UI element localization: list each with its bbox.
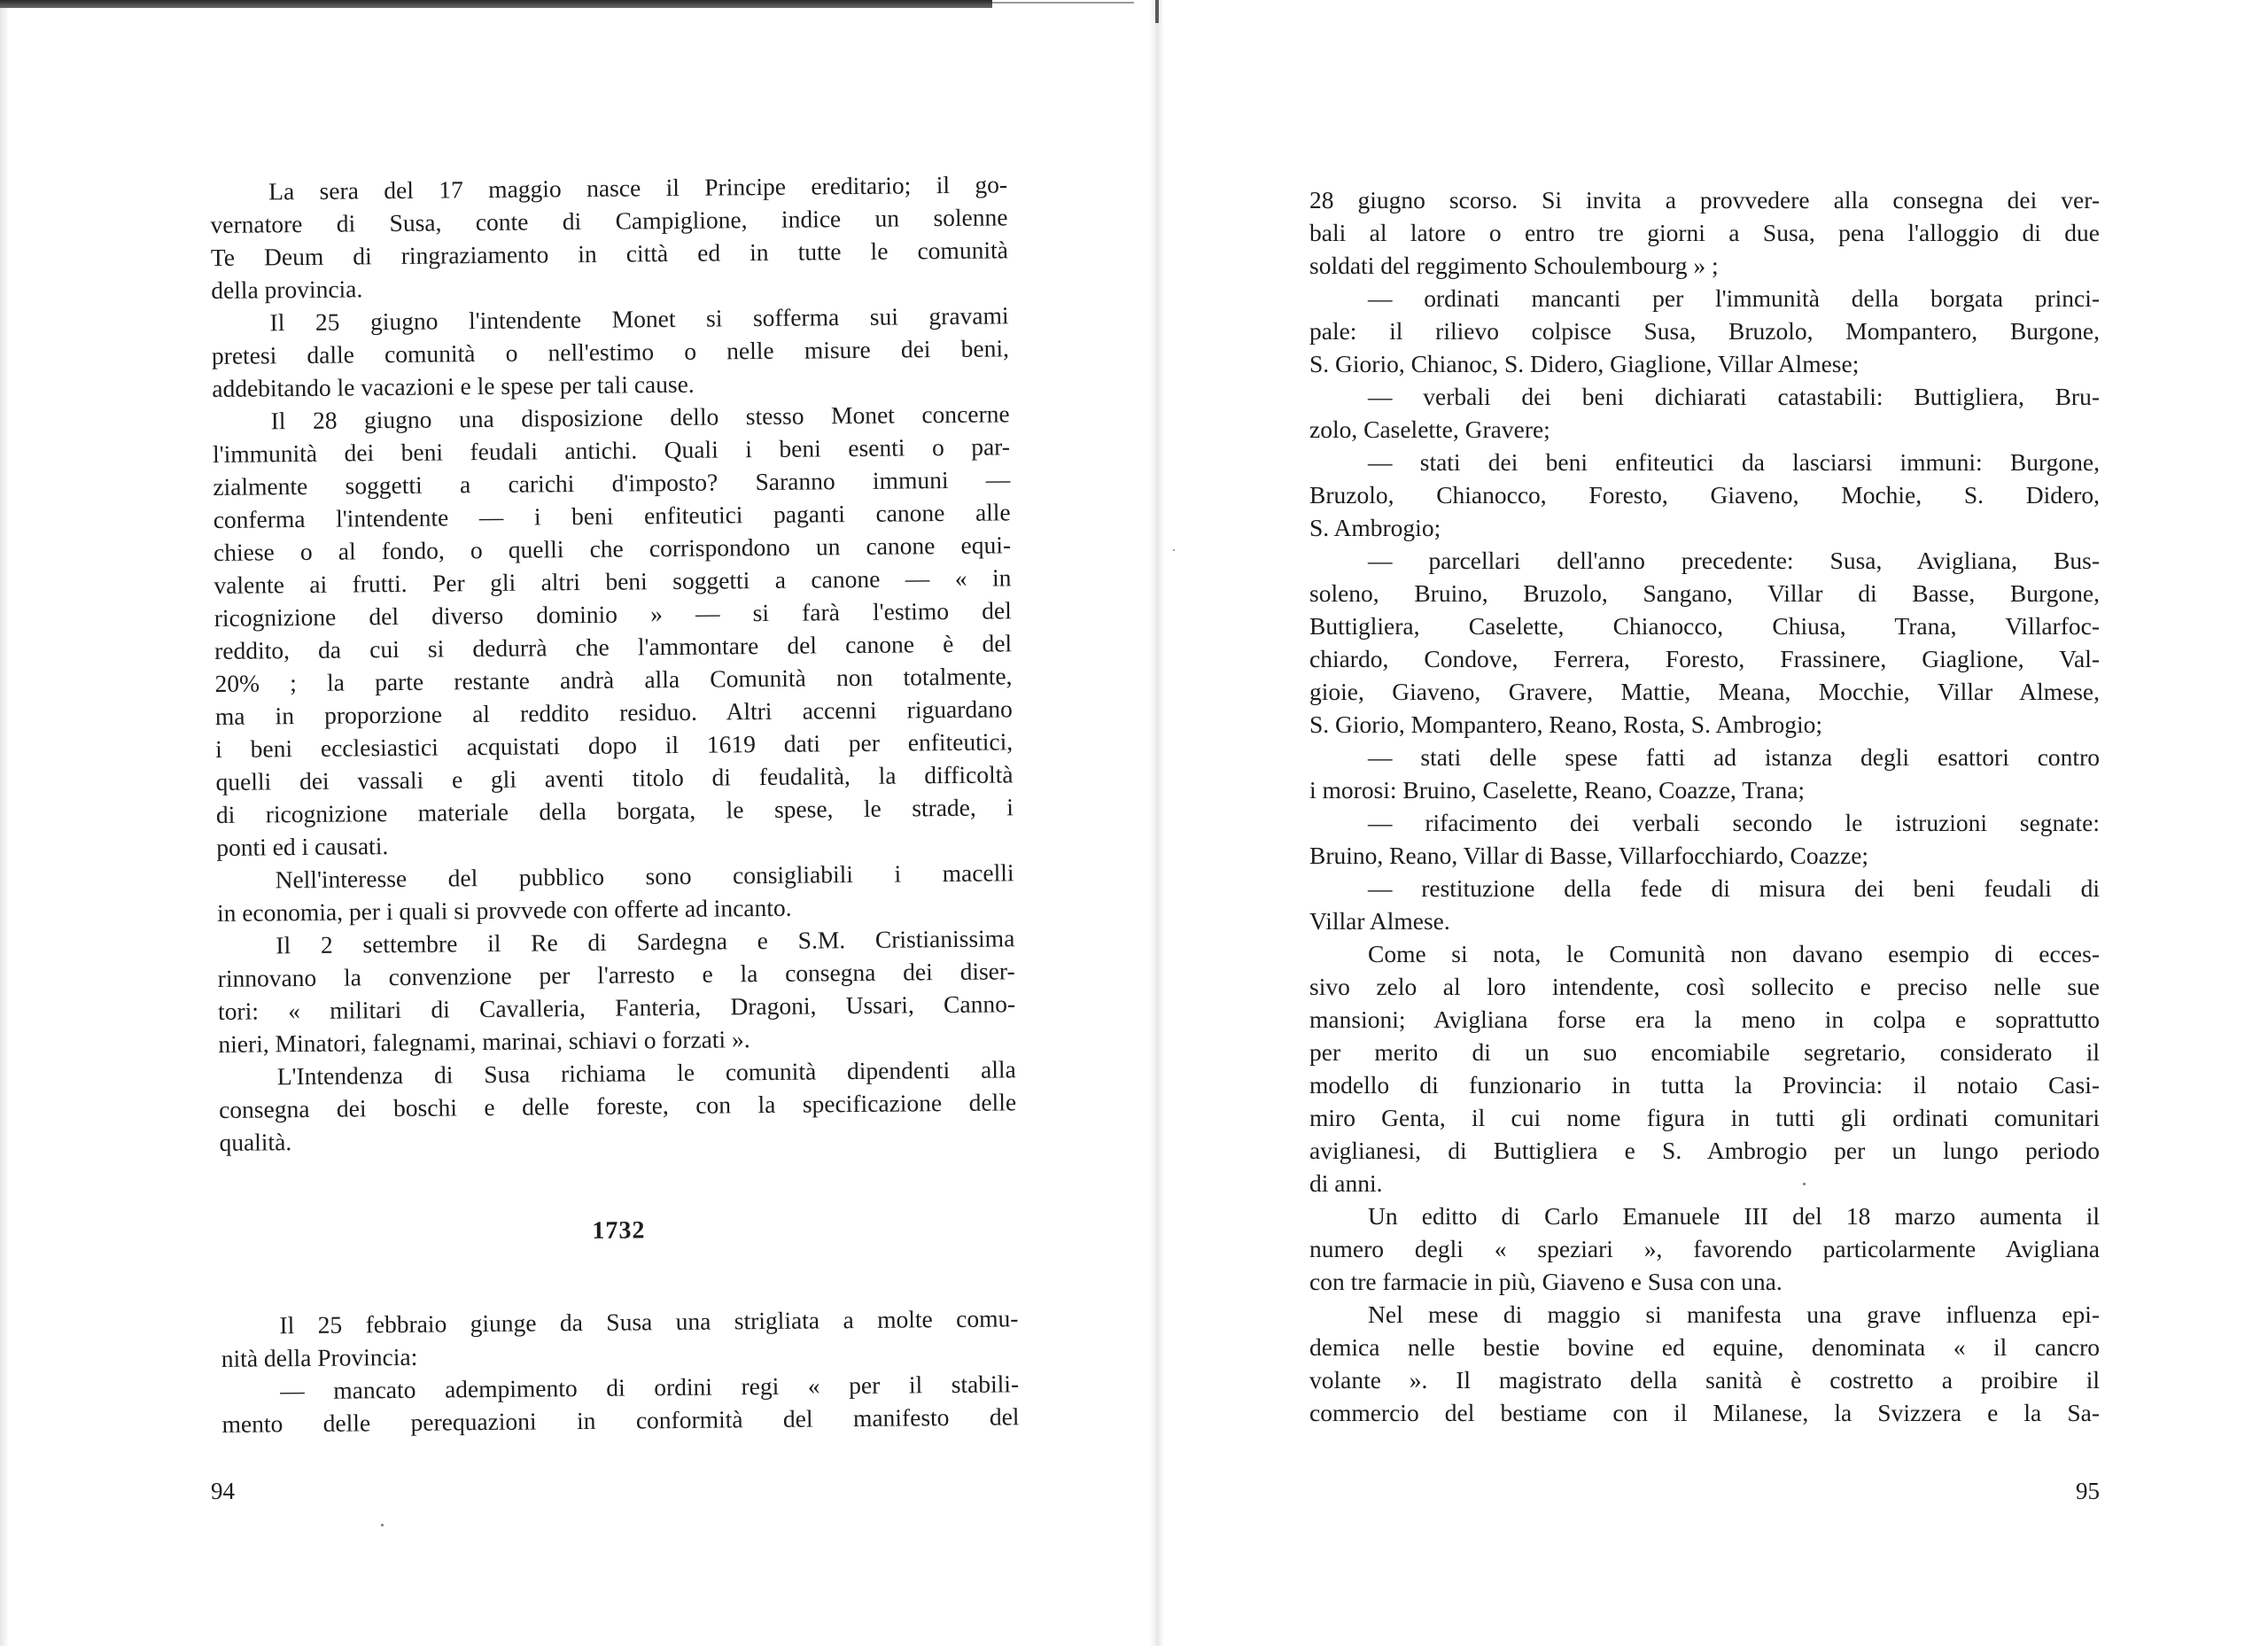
paragraph: [1309, 937, 2100, 1200]
text-line: consegna dei boschi e delle foreste, con la specificazione delle: [218, 1088, 1017, 1123]
text-line: aviglianesi, di Buttigliera e S. Ambrogio per un lungo periodo: [1309, 1137, 2100, 1164]
paragraph: [221, 1367, 1020, 1440]
book-gutter: [1148, 0, 1164, 1646]
text-line: addebitando le vacazioni e le spese per tali cause.: [212, 369, 695, 402]
text-line: 28 giugno scorso. Si invita a provvedere alla consegna dei ver-: [1309, 186, 2100, 214]
text-line: vernatore di Susa, conte di Campiglione, indice un solenne: [210, 203, 1008, 238]
text-line: Buttigliera, Caselette, Chianocco, Chiusa, Trana, Villarfoc-: [1309, 612, 2100, 640]
right-page-text: [1309, 183, 2100, 1429]
paragraph: [1309, 872, 2100, 937]
text-line: zialmente soggetti a carichi d'imposto? Saranno immuni —: [213, 465, 1011, 501]
paragraph: [216, 856, 1014, 929]
text-line: — parcellari dell'anno precedente: Susa, Avigliana, Bus-: [1368, 547, 2100, 574]
paragraph: [1309, 282, 2100, 380]
text-line: nità della Provincia:: [221, 1342, 418, 1372]
text-line: mansioni; Avigliana forse era la meno in colpa e soprattutto: [1309, 1005, 2100, 1033]
paragraph: [1309, 380, 2100, 446]
left-paragraphs-after-heading: [221, 1301, 1019, 1440]
text-line: chiardo, Condove, Ferrera, Foresto, Frassinere, Giaglione, Val-: [1309, 645, 2100, 672]
text-line: demica nelle bestie bovine ed equine, denominata « il cancro: [1309, 1333, 2100, 1361]
paragraph: [1309, 446, 2100, 544]
paragraph: [1309, 741, 2100, 806]
text-line: Il 2 settembre il Re di Sardegna e S.M. Cristianissima: [276, 924, 1015, 959]
text-line: ponti ed i causati.: [216, 832, 389, 861]
text-line: reddito, da cui si dedurrà che l'ammontare del canone è del: [214, 629, 1013, 664]
text-line: i morosi: Bruino, Caselette, Reano, Coazze, Trana;: [1309, 776, 1806, 804]
text-line: in economia, per i quali si provvede con offerte ad incanto.: [216, 893, 792, 927]
paragraph: [1309, 544, 2100, 741]
text-line: zolo, Caselette, Gravere;: [1309, 415, 1550, 443]
text-line: per merito di un suo encomiabile segretario, considerato il: [1309, 1038, 2100, 1066]
text-line: — restituzione della fede di misura dei beni feudali di: [1368, 874, 2100, 902]
year-heading: 1732: [592, 1216, 646, 1245]
text-line: numero degli « speziari », favorendo particolarmente Avigliana: [1309, 1235, 2100, 1262]
text-line: con tre farmacie in più, Giaveno e Susa con una.: [1309, 1268, 1783, 1295]
text-line: mento delle perequazioni in conformità del manifesto del: [221, 1402, 1020, 1438]
text-line: Nel mese di maggio si manifesta una grave influenza epi-: [1368, 1300, 2100, 1328]
text-line: volante ». Il magistrato della sanità è costretto a proibire il: [1309, 1366, 2100, 1394]
text-line: Nell'interesse del pubblico sono consigliabili i macelli: [275, 858, 1014, 894]
paragraph: [1309, 1298, 2100, 1429]
paragraph: [212, 397, 1014, 864]
text-line: — ordinati mancanti per l'immunità della borgata princi-: [1368, 284, 2100, 312]
text-line: i beni ecclesiastici acquistati dopo il 1619 dati per enfiteutici,: [215, 727, 1014, 763]
text-line: — rifacimento dei verbali secondo le istruzioni segnate:: [1368, 809, 2100, 836]
text-line: quelli dei vassali e gli aventi titolo di feudalità, la difficoltà: [215, 760, 1014, 796]
gutter-mark: [1155, 0, 1159, 23]
text-line: La sera del 17 maggio nasce il Principe ereditario; il go-: [268, 170, 1008, 206]
paragraph: [1309, 1200, 2100, 1298]
text-line: bali al latore o entro tre giorni a Susa, pena l'alloggio di due: [1309, 219, 2100, 246]
paragraph: [221, 1301, 1019, 1375]
text-line: tori: « militari di Cavalleria, Fanteria, Dragoni, Ussari, Canno-: [217, 990, 1016, 1025]
text-line: — stati dei beni enfiteutici da lasciarsi immuni: Burgone,: [1368, 448, 2100, 476]
text-line: modello di funzionario in tutta la Provincia: il notaio Casi-: [1309, 1071, 2100, 1099]
text-line: Il 25 febbraio giunge da Susa una strigliata a molte comu-: [279, 1304, 1019, 1339]
text-line: pale: il rilievo colpisce Susa, Bruzolo, Mompantero, Burgone,: [1309, 317, 2100, 345]
text-line: pretesi dalle comunità o nell'estimo o nelle misure dei beni,: [211, 334, 1010, 369]
right-page: [1169, 0, 2268, 1646]
text-line: sivo zelo al loro intendente, così sollecito e preciso nelle sue: [1309, 973, 2100, 1000]
left-page-text: [210, 167, 1020, 1440]
text-line: l'immunità dei beni feudali antichi. Quali i beni esenti o par-: [212, 432, 1011, 468]
text-line: chiese o al fondo, o quelli che corrispondono un canone equi-: [213, 531, 1012, 566]
page-number-left: 94: [211, 1478, 235, 1504]
paragraph: [219, 1052, 1017, 1159]
text-line: ricognizione del diverso dominio » — si farà l'estimo del: [214, 596, 1012, 632]
text-line: Il 25 giugno l'intendente Monet si sofferma sui gravami: [269, 301, 1009, 337]
text-line: — mancato adempimento di ordini regi « per il stabili-: [280, 1370, 1020, 1405]
text-line: S. Giorio, Chianoc, S. Didero, Giaglione, Villar Almese;: [1309, 350, 1860, 377]
text-line: miro Genta, il cui nome figura in tutti gli ordinati comunitari: [1309, 1104, 2100, 1131]
text-line: soldati del reggimento Schoulembourg » ;: [1309, 252, 1719, 279]
page-number-right: 95: [2076, 1478, 2100, 1504]
text-line: qualità.: [219, 1128, 292, 1156]
text-line: 20% ; la parte restante andrà alla Comunità non totalmente,: [214, 662, 1013, 697]
text-line: — stati delle spese fatti ad istanza degli esattori contro: [1368, 743, 2100, 771]
text-line: Bruino, Reano, Villar di Basse, Villarfocchiardo, Coazze;: [1309, 842, 1869, 869]
text-line: nieri, Minatori, falegnami, marinai, schiavi o forzati ».: [218, 1025, 750, 1058]
scan-speck: [1803, 1183, 1806, 1185]
scan-speck: [381, 1524, 384, 1526]
text-line: valente ai frutti. Per gli altri beni soggetti a canone — « in: [214, 563, 1012, 599]
text-line: Il 28 giugno una disposizione dello stesso Monet concerne: [270, 400, 1010, 435]
text-line: Come si nota, le Comunità non davano esempio di ecces-: [1368, 940, 2100, 967]
text-line: della provincia.: [211, 275, 363, 304]
paragraph: [217, 921, 1015, 1060]
text-line: soleno, Bruino, Bruzolo, Sangano, Villar di Basse, Burgone,: [1309, 579, 2100, 607]
text-line: — verbali dei beni dichiarati catastabili: Buttigliera, Bru-: [1368, 383, 2100, 410]
text-line: Bruzolo, Chianocco, Foresto, Giaveno, Mochie, S. Didero,: [1309, 481, 2100, 509]
text-line: Villar Almese.: [1309, 907, 1450, 935]
text-line: di anni.: [1309, 1169, 1383, 1197]
text-line: L'Intendenza di Susa richiama le comunità dipendenti alla: [276, 1055, 1016, 1091]
right-paragraphs: [1309, 183, 2100, 1429]
paragraph: [1309, 806, 2100, 872]
scan-speck: [1173, 549, 1175, 551]
text-line: Te Deum di ringraziamento in città ed in tutte le comunità: [210, 236, 1008, 271]
text-line: S. Giorio, Mompantero, Reano, Rosta, S. Ambrogio;: [1309, 710, 1823, 738]
paragraph: [211, 299, 1009, 405]
paragraph: [1309, 183, 2100, 282]
paragraph: [210, 167, 1008, 307]
text-line: conferma l'intendente — i beni enfiteutici paganti canone alle: [213, 498, 1011, 533]
left-paragraphs: [210, 167, 1017, 1159]
text-line: rinnovano la convenzione per l'arresto e la consegna dei diser-: [217, 957, 1015, 992]
text-line: S. Ambrogio;: [1309, 514, 1441, 541]
text-line: ma in proporzione al reddito residuo. Altri accenni riguardano: [214, 695, 1013, 730]
text-line: gioie, Giaveno, Gravere, Mattie, Meana, Mocchie, Villar Almese,: [1309, 678, 2100, 705]
text-line: di ricognizione materiale della borgata, le spese, le strade, i: [215, 793, 1014, 828]
text-line: Un editto di Carlo Emanuele III del 18 marzo aumenta il: [1368, 1202, 2100, 1230]
text-line: commercio del bestiame con il Milanese, la Svizzera e la Sa-: [1309, 1399, 2100, 1426]
